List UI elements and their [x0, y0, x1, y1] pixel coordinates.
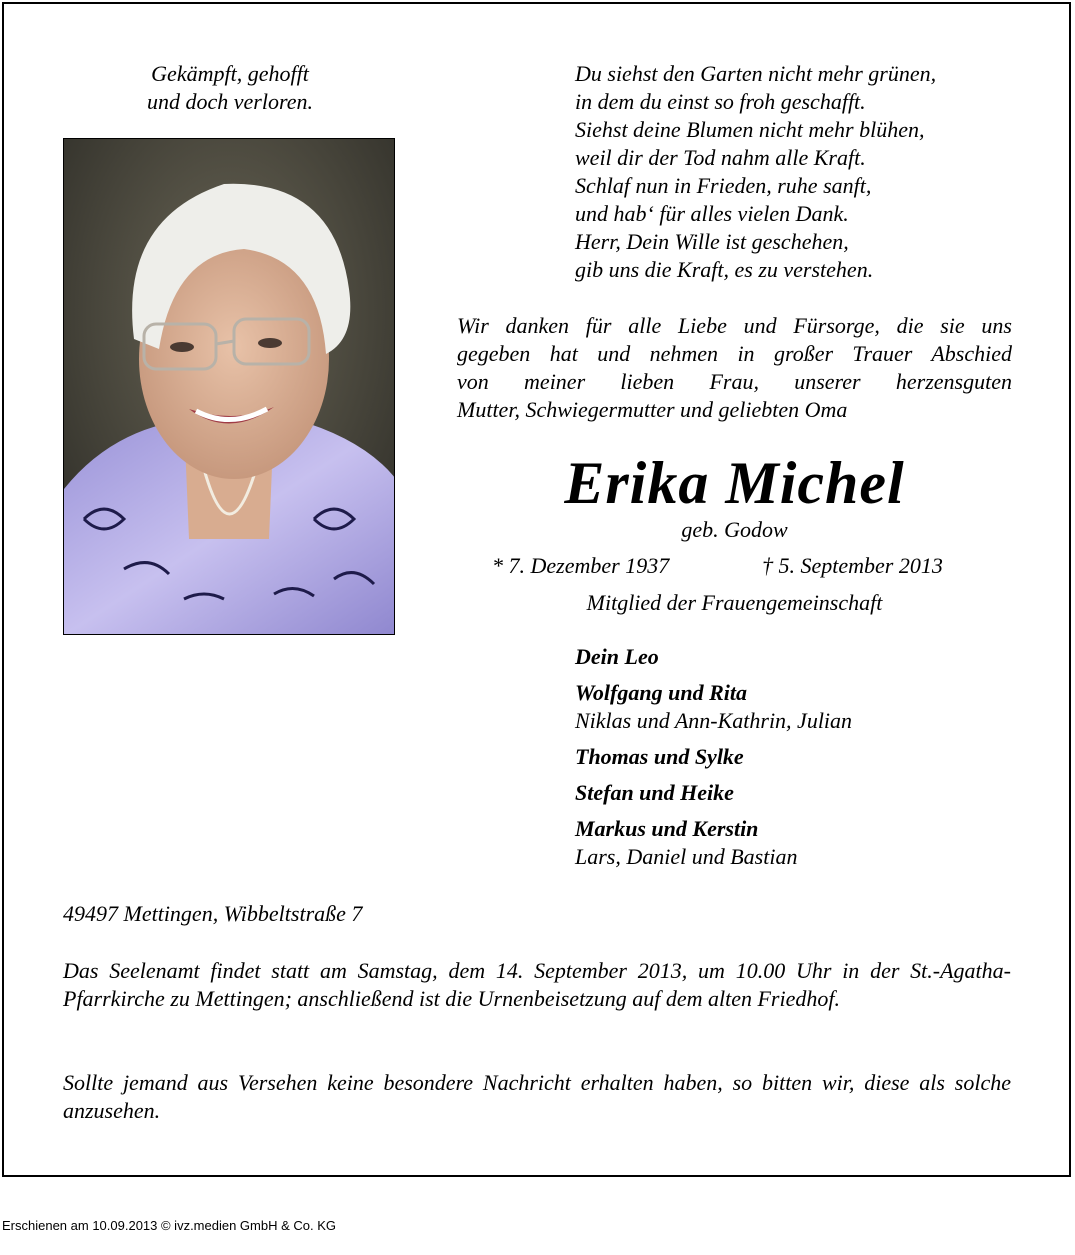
family-names: Dein Leo	[575, 644, 659, 669]
death-date: † 5. September 2013	[762, 553, 943, 578]
membership: Mitglied der Frauengemeinschaft	[586, 590, 883, 615]
poem-line: Herr, Dein Wille ist geschehen,	[575, 229, 849, 254]
motto-line: Gekämpft, gehofft	[151, 61, 309, 86]
thanks-line: von meiner lieben Frau, unserer herzensguten	[457, 369, 1012, 394]
family-names: Markus und Kerstin	[575, 816, 759, 841]
family-names: Stefan und Heike	[575, 780, 734, 805]
family-list	[575, 643, 1045, 871]
thanks-text	[457, 312, 1012, 424]
publication-footer: Erschienen am 10.09.2013 © ivz.medien GmbH & Co. KG	[2, 1218, 337, 1233]
deceased-name: Erika Michel	[564, 450, 905, 516]
family-names: Thomas und Sylke	[575, 744, 744, 769]
thanks-line: Wir danken für alle Liebe und Fürsorge, die sie uns	[457, 313, 1012, 338]
family-children: Niklas und Ann-Kathrin, Julian	[575, 708, 853, 733]
portrait-image	[64, 139, 395, 635]
poem-line: und hab‘ für alles vielen Dank.	[575, 201, 849, 226]
family-names: Wolfgang und Rita	[575, 680, 747, 705]
thanks-line: gegeben hat und nehmen in großer Trauer Abschied	[457, 341, 1012, 366]
poem-line: weil dir der Tod nahm alle Kraft.	[575, 145, 866, 170]
poem-line: in dem du einst so froh geschafft.	[575, 89, 866, 114]
maiden-name: geb. Godow	[681, 517, 788, 542]
poem-line: Du siehst den Garten nicht mehr grünen,	[575, 61, 937, 86]
poem-line: Siehst deine Blumen nicht mehr blühen,	[575, 117, 925, 142]
birth-date: * 7. Dezember 1937	[492, 553, 670, 578]
family-children: Lars, Daniel und Bastian	[575, 844, 798, 869]
poem	[575, 60, 1055, 284]
motto	[60, 60, 400, 116]
notice-text: Sollte jemand aus Versehen keine besondere Nachricht erhalten haben, so bitten wir, diese als solche anzusehen.	[63, 1070, 1011, 1123]
thanks-line: Mutter, Schwiegermutter und geliebten Oma	[457, 397, 848, 422]
motto-line: und doch verloren.	[147, 89, 313, 114]
service-info: Das Seelenamt findet statt am Samstag, dem 14. September 2013, um 10.00 Uhr in der St.-Agatha-Pfarrkirche zu Mettingen; anschließend ist die Urnenbeisetzung auf dem alten Friedhof.	[63, 958, 1011, 1011]
portrait-photo	[63, 138, 395, 635]
poem-line: Schlaf nun in Frieden, ruhe sanft,	[575, 173, 872, 198]
address: 49497 Mettingen, Wibbeltstraße 7	[63, 901, 363, 926]
poem-line: gib uns die Kraft, es zu verstehen.	[575, 257, 874, 282]
